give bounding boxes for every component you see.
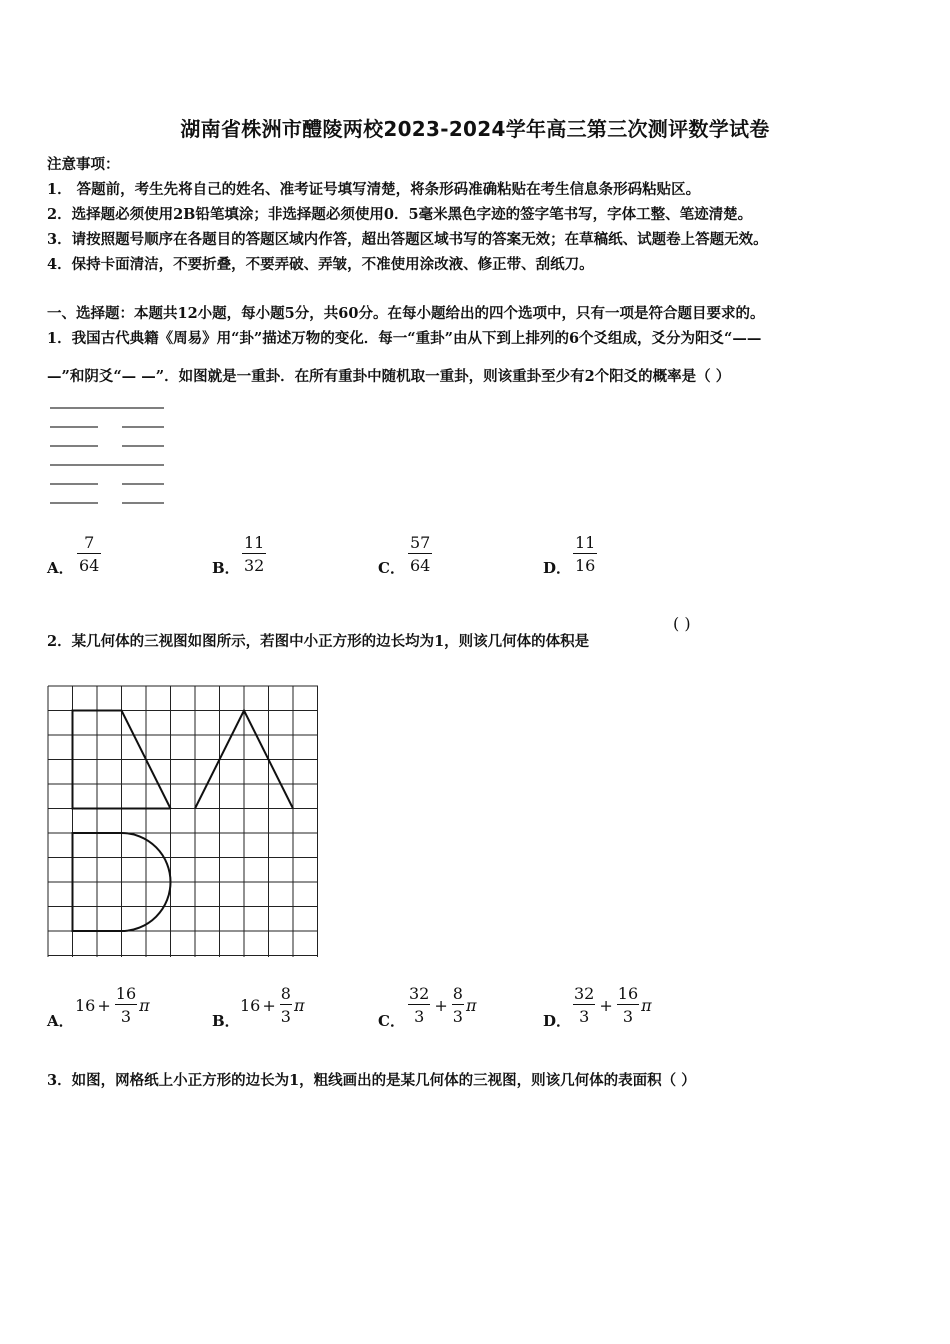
option-fraction: [77, 533, 101, 575]
numerator: 7: [84, 533, 95, 552]
section-heading: 一、选择题：本题共12小题，每小题5分，共60分。在每小题给出的四个选项中，只有一项是符合题目要求的。: [47, 305, 765, 322]
question-1-line-2: —”和阴爻“— —”．如图就是一重卦．在所有重卦中随机取一重卦，则该重卦至少有2个阳爻的概率是（ ）: [47, 368, 731, 385]
option-fraction: [408, 533, 432, 575]
page-title: 湖南省株洲市醴陵两校2023-2024学年高三第三次测评数学试卷: [180, 117, 770, 141]
denominator: 16: [575, 556, 596, 575]
grid-lines: [48, 686, 318, 957]
three-view-grid-figure: [46, 684, 322, 960]
denominator: 64: [410, 556, 431, 575]
option-label: C．: [378, 559, 405, 577]
numerator: 57: [410, 533, 431, 552]
notice-heading: 注意事项：: [47, 156, 120, 173]
fraction: 8 3: [452, 984, 463, 1026]
option-label: C．: [378, 1012, 405, 1030]
notice-item: 4．保持卡面清洁，不要折叠，不要弄破、弄皱，不准使用涂改液、修正带、刮纸刀。: [47, 256, 594, 273]
notice-item: 2．选择题必须使用2B铅笔填涂；非选择题必须使用0．5毫米黑色字迹的签字笔书写，字体工整、笔迹清楚。: [47, 206, 753, 223]
option-label: B．: [212, 1012, 240, 1030]
option-label: A．: [47, 1012, 74, 1030]
option-fraction: [242, 533, 266, 575]
option-expression: 32 3 + 8 3 π: [409, 984, 477, 1026]
fraction: 32 3: [409, 984, 430, 1026]
notice-item: 1． 答题前，考生先将自己的姓名、准考证号填写清楚，将条形码准确粘贴在考生信息条形码粘贴区。: [47, 181, 701, 198]
denominator: 32: [244, 556, 265, 575]
numerator: 11: [244, 533, 265, 552]
option-label: B．: [212, 559, 240, 577]
fraction: 16 3: [617, 984, 639, 1026]
denominator: 64: [79, 556, 100, 575]
option-expression: 32 3 + 16 3 π: [574, 984, 652, 1026]
question-2-paren: ( ): [673, 614, 691, 633]
fraction: 8 3: [280, 984, 291, 1026]
option-expression: 16 + 16 3 π: [75, 984, 150, 1026]
fraction: 32 3: [574, 984, 595, 1026]
option-label: D．: [543, 1012, 572, 1030]
option-expression: 16 + 8 3 π: [240, 984, 305, 1026]
hexagram-figure: [48, 400, 168, 510]
option-fraction: [573, 533, 597, 575]
option-label: A．: [47, 559, 74, 577]
option-label: D．: [543, 559, 572, 577]
question-2-text: 2．某几何体的三视图如图所示，若图中小正方形的边长均为1，则该几何体的体积是: [47, 633, 590, 650]
question-1-line-1: 1．我国古代典籍《周易》用“卦”描述万物的变化．每一“重卦”由从下到上排列的6个爻组成，爻分为阳爻“——: [47, 330, 762, 347]
notice-item: 3．请按照题号顺序在各题目的答题区域内作答，超出答题区域书写的答案无效；在草稿纸、试题卷上答题无效。: [47, 231, 768, 248]
question-3-text: 3．如图，网格纸上小正方形的边长为1，粗线画出的是某几何体的三视图，则该几何体的表面积（ ）: [47, 1072, 696, 1089]
numerator: 11: [575, 533, 596, 552]
fraction: 16 3: [115, 984, 137, 1026]
